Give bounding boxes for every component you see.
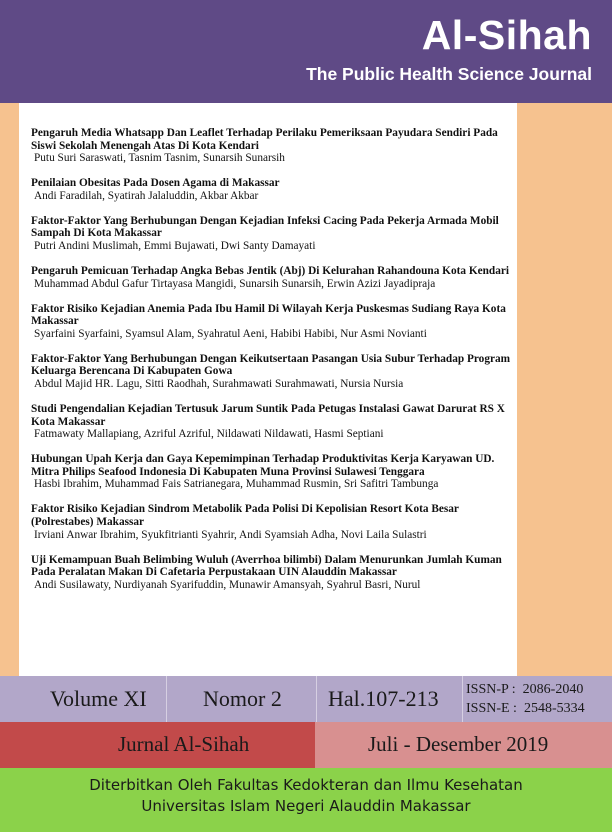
article-title: Penilaian Obesitas Pada Dosen Agama di Makassar: [31, 177, 280, 190]
issn-electronic: ISSN-E : 2548-5334: [466, 701, 585, 716]
article-entry: [31, 403, 511, 441]
page-range-label: Hal.107-213: [328, 686, 439, 711]
publisher-band: [0, 768, 612, 832]
article-title: Faktor Risiko Kejadian Anemia Pada Ibu Hamil Di Wilayah Kerja Puskesmas Sudiang Raya Kota Makassar: [31, 302, 506, 328]
info-divider: [316, 676, 317, 722]
journal-label: Jurnal Al-Sihah: [118, 732, 250, 756]
article-authors: Putri Andini Muslimah, Emmi Bujawati, Dwi Santy Damayati: [34, 239, 316, 252]
issue-info-bar: [0, 676, 612, 722]
article-title: Pengaruh Media Whatsapp Dan Leaflet Terhadap Perilaku Pemeriksaan Payudara Sendiri Pada Siswi Sekolah Menengah Atas Di Kota Kendari: [31, 127, 498, 152]
article-title: Faktor-Faktor Yang Berhubungan Dengan Keikutsertaan Pasangan Usia Subur Terhadap Program Keluarga Berencana Di Kabupaten Gowa: [31, 352, 511, 378]
article-authors: Abdul Majid HR. Lagu, Sitti Raodhah, Surahmawati Surahmawati, Nursia Nursia: [34, 377, 404, 390]
article-authors: Andi Susilawaty, Nurdiyanah Syarifuddin, Munawir Amansyah, Syahrul Basri, Nurul: [34, 578, 421, 591]
volume-label: Volume XI: [50, 686, 147, 711]
article-entry: [31, 554, 511, 592]
article-title: Faktor Risiko Kejadian Sindrom Metabolik Pada Polisi Di Kepolisian Resort Kota Besar (Polrestabes) Makassar: [31, 503, 459, 528]
left-margin-strip: [0, 103, 19, 676]
article-entry: [31, 303, 511, 341]
article-entry: [31, 265, 511, 291]
article-authors: Putu Suri Saraswati, Tasnim Tasnim, Sunarsih Sunarsih: [34, 152, 285, 165]
journal-name: Al-Sihah: [421, 12, 592, 58]
article-title: Uji Kemampuan Buah Belimbing Wuluh (Averrhoa bilimbi) Dalam Menurunkan Jumlah Kuman Pada Peralatan Makan Di Cafetaria Perpustakaan UIN Alauddin Makassar: [31, 553, 502, 579]
info-divider: [166, 676, 167, 722]
issn-print: ISSN-P : 2086-2040: [466, 682, 584, 697]
article-entry: [31, 177, 511, 203]
article-entry: [31, 453, 511, 491]
article-entry: [31, 353, 511, 391]
publication-period: Juli - Desember 2019: [368, 732, 549, 756]
issue-number-label: Nomor 2: [203, 686, 282, 711]
article-entry: [31, 503, 511, 541]
journal-subtitle: The Public Health Science Journal: [306, 64, 592, 84]
article-authors: Fatmawaty Mallapiang, Azriful Azriful, Nildawati Nildawati, Hasmi Septiani: [34, 428, 384, 441]
right-margin-strip: [517, 103, 612, 676]
journal-label-band: [0, 722, 315, 768]
article-entry: [31, 127, 511, 165]
article-title: Pengaruh Pemicuan Terhadap Angka Bebas Jentik (Abj) Di Kelurahan Rahandouna Kota Kendari: [31, 264, 510, 277]
publisher-line-1: Diterbitkan Oleh Fakultas Kedokteran dan Ilmu Kesehatan: [89, 776, 523, 794]
article-authors: Andi Faradilah, Syatirah Jalaluddin, Akbar Akbar: [34, 189, 259, 202]
publisher-line-2: Universitas Islam Negeri Alauddin Makassar: [141, 797, 471, 815]
article-title: Faktor-Faktor Yang Berhubungan Dengan Kejadian Infeksi Cacing Pada Pekerja Armada Mobil Sampah Di Kota Makassar: [31, 214, 499, 240]
issn-box: [463, 676, 612, 722]
article-authors: Syarfaini Syarfaini, Syamsul Alam, Syahratul Aeni, Habibi Habibi, Nur Asmi Novianti: [34, 327, 427, 340]
article-title: Studi Pengendalian Kejadian Tertusuk Jarum Suntik Pada Petugas Instalasi Gawat Darurat RS X Kota Makassar: [31, 402, 505, 428]
article-title: Hubungan Upah Kerja dan Gaya Kepemimpinan Terhadap Produktivitas Kerja Karyawan UD. Mitra Philips Seafood Indonesia Di Kabupaten Muna Provinsi Sulawesi Tenggara: [31, 453, 495, 478]
table-of-contents: [19, 103, 517, 676]
article-authors: Hasbi Ibrahim, Muhammad Fais Satrianegara, Muhammad Rusmin, Sri Safitri Tambunga: [34, 478, 439, 491]
article-authors: Muhammad Abdul Gafur Tirtayasa Mangidi, Sunarsih Sunarsih, Erwin Azizi Jayadipraja: [34, 277, 436, 290]
article-authors: Irviani Anwar Ibrahim, Syukfitrianti Syahrir, Andi Syamsiah Adha, Novi Laila Sulastri: [34, 528, 427, 541]
article-entry: [31, 215, 511, 253]
cover-header: [0, 0, 612, 103]
period-band: [315, 722, 612, 768]
